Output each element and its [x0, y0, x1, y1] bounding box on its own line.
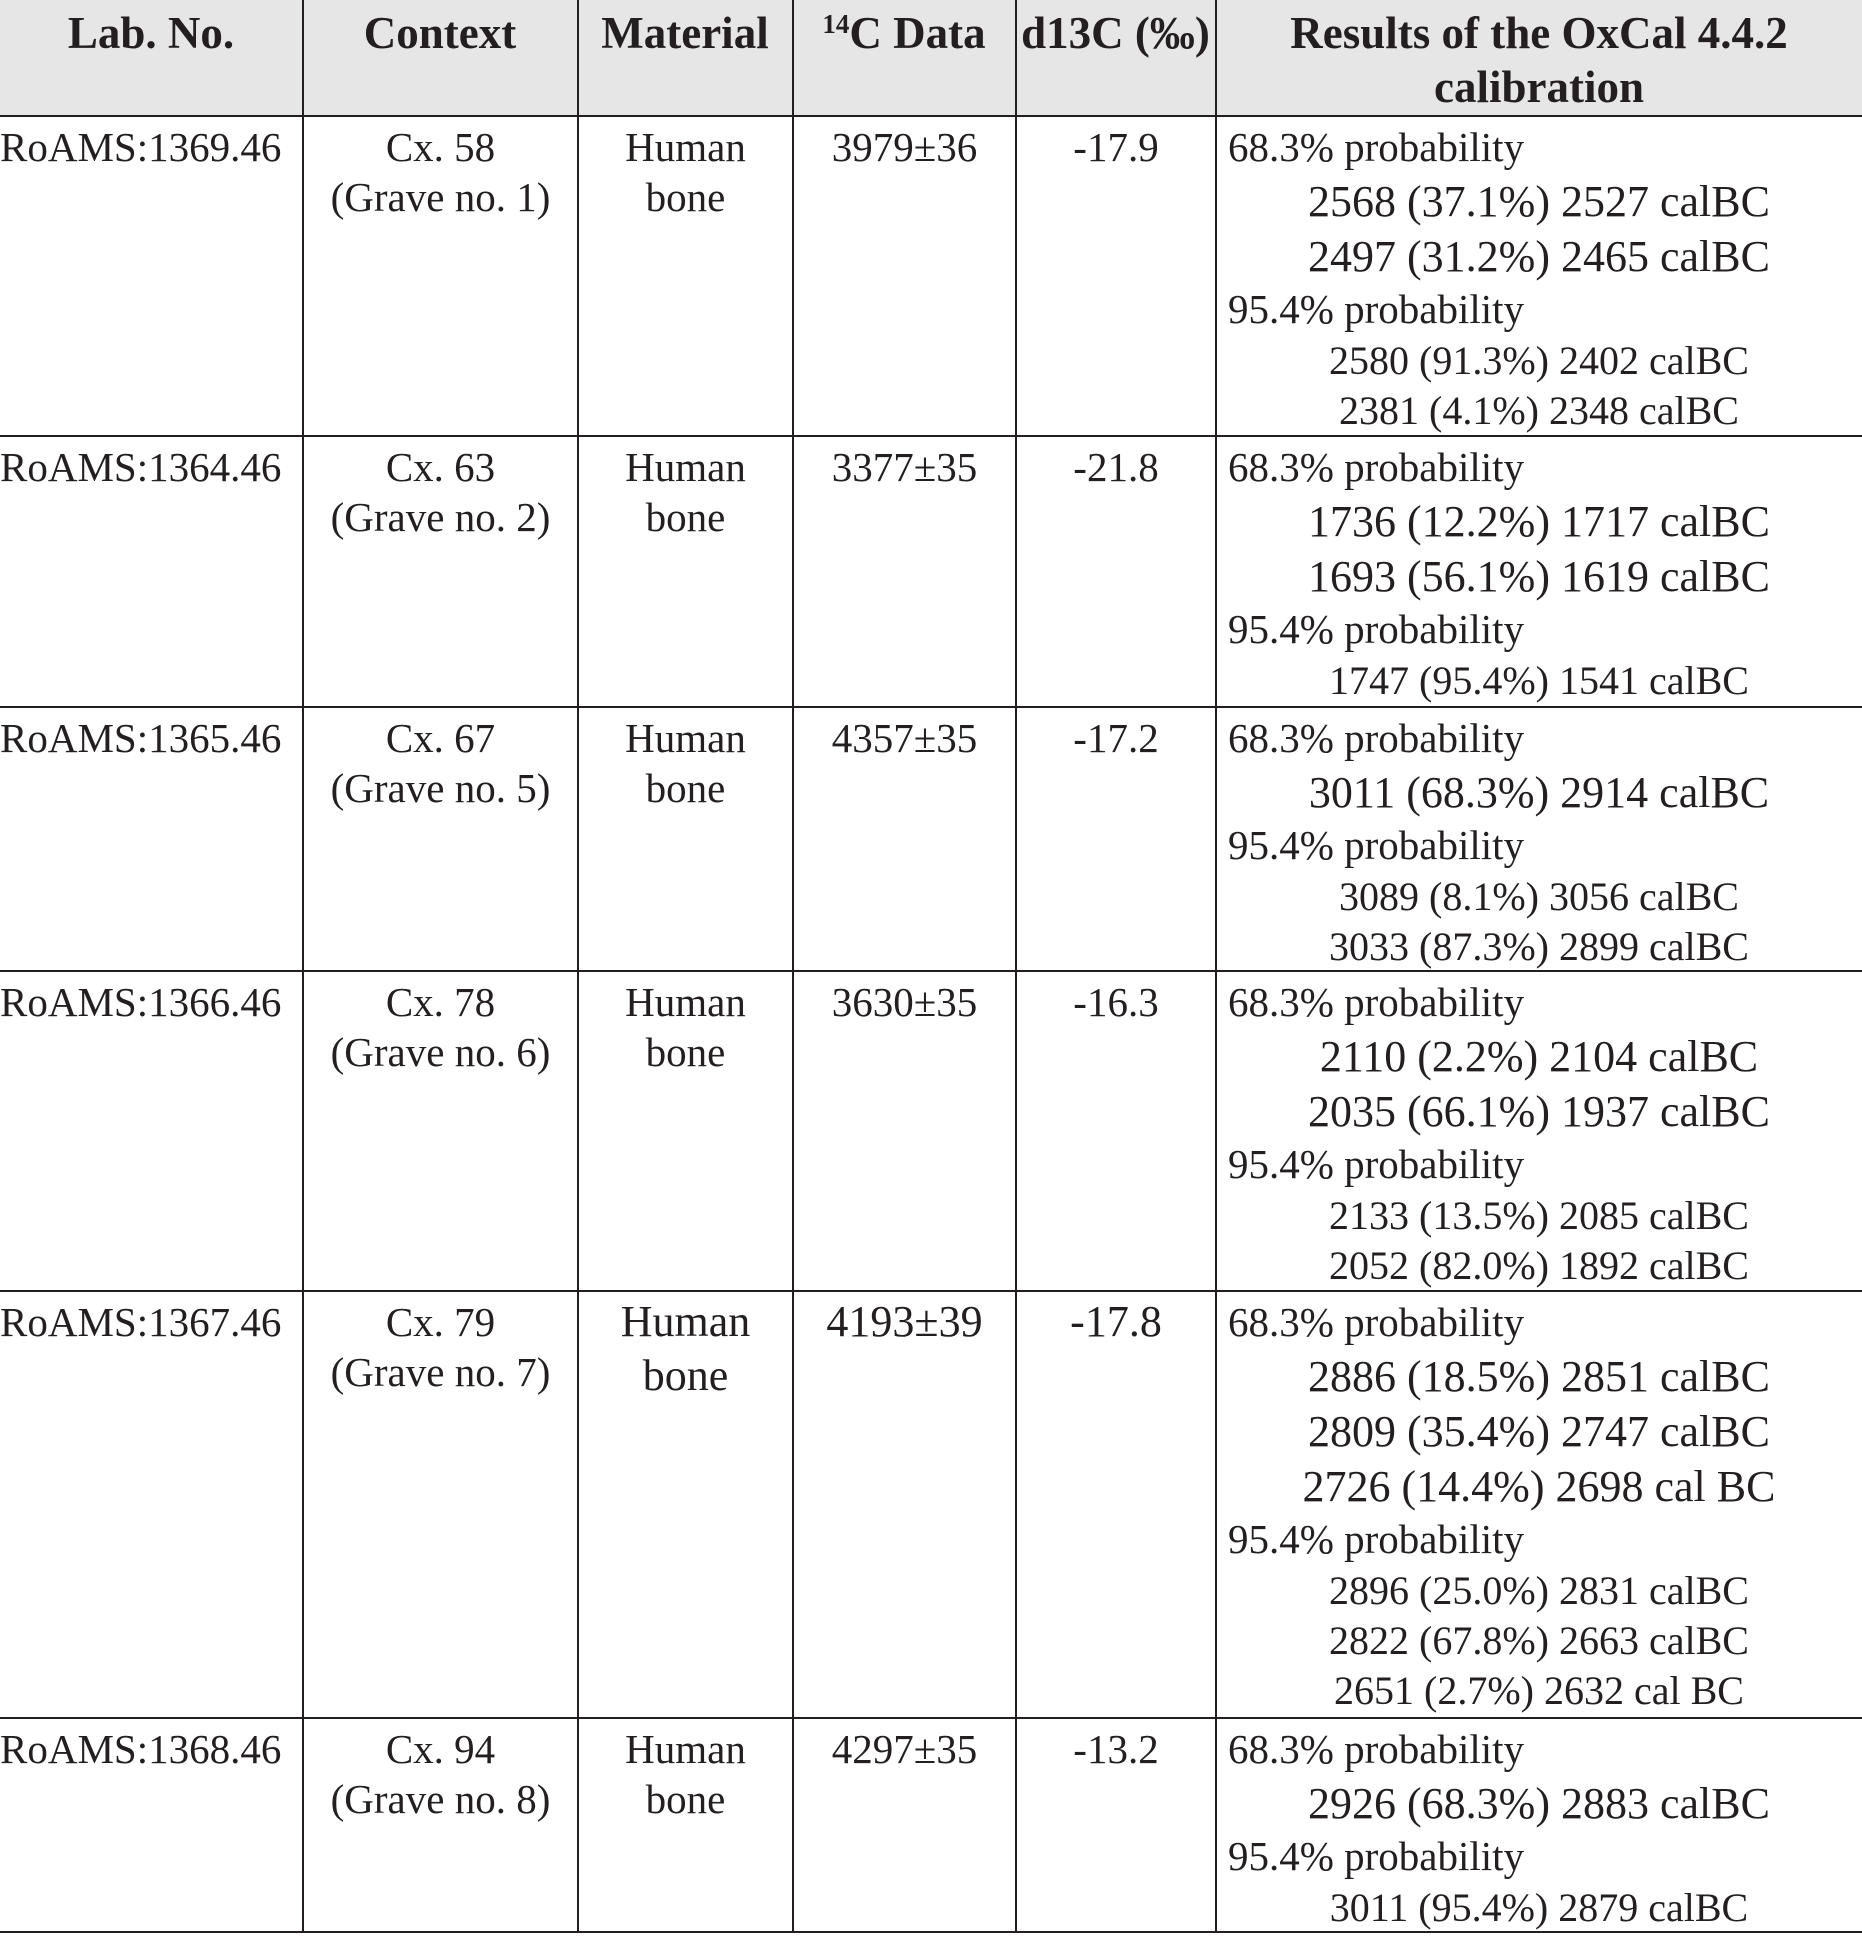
- range-68: 2726 (14.4%) 2698 cal BC: [1302, 1462, 1776, 1511]
- material: Human: [620, 1297, 751, 1346]
- context-grave: (Grave no. 8): [330, 1776, 551, 1822]
- range-68: 2886 (18.5%) 2851 calBC: [1308, 1352, 1770, 1401]
- probability-68-label: 68.3% probability: [1228, 124, 1525, 170]
- range-95: 3033 (87.3%) 2899 calBC: [1329, 924, 1749, 969]
- probability-68-label: 68.3% probability: [1228, 1726, 1525, 1772]
- context: Cx. 58: [385, 124, 496, 170]
- context-grave: (Grave no. 5): [330, 765, 551, 811]
- range-95: 3011 (95.4%) 2879 calBC: [1329, 1885, 1749, 1930]
- row-divider: [0, 970, 1862, 972]
- context-grave: (Grave no. 6): [330, 1029, 551, 1075]
- context-grave: (Grave no. 2): [330, 494, 551, 540]
- material: Human: [625, 1726, 746, 1772]
- header-material: Material: [601, 8, 769, 58]
- range-95: 2052 (82.0%) 1892 calBC: [1329, 1243, 1749, 1288]
- material: Human: [625, 979, 746, 1025]
- column-divider: [1215, 0, 1217, 1932]
- header-lab-no: Lab. No.: [67, 8, 235, 58]
- lab-number: RoAMS:1365.46: [0, 715, 282, 761]
- c14-date: 3630±35: [831, 979, 978, 1025]
- header-context: Context: [363, 8, 517, 58]
- probability-95-label: 95.4% probability: [1228, 1833, 1525, 1879]
- d13c-value: -17.2: [1073, 715, 1159, 761]
- range-68: 2568 (37.1%) 2527 calBC: [1308, 177, 1770, 226]
- probability-95-label: 95.4% probability: [1228, 286, 1525, 332]
- material: Human: [625, 124, 746, 170]
- d13c-value: -13.2: [1073, 1726, 1159, 1772]
- context: Cx. 94: [385, 1726, 496, 1772]
- range-68: 2110 (2.2%) 2104 calBC: [1319, 1032, 1759, 1081]
- column-divider: [302, 0, 304, 1932]
- column-divider: [577, 0, 579, 1932]
- range-68: 2809 (35.4%) 2747 calBC: [1308, 1407, 1770, 1456]
- range-95: 2381 (4.1%) 2348 calBC: [1339, 388, 1739, 433]
- material-detail: bone: [642, 1351, 729, 1400]
- range-95: 2133 (13.5%) 2085 calBC: [1329, 1193, 1749, 1238]
- context: Cx. 67: [385, 715, 496, 761]
- c14-date: 3377±35: [831, 444, 978, 490]
- material: Human: [625, 444, 746, 490]
- material-detail: bone: [645, 494, 726, 540]
- lab-number: RoAMS:1367.46: [0, 1299, 282, 1345]
- header-c14-data: [793, 6, 1015, 60]
- material-detail: bone: [645, 1776, 726, 1822]
- header-c14-label: C Data: [849, 8, 986, 58]
- range-95: 1747 (95.4%) 1541 calBC: [1329, 658, 1749, 703]
- material-detail: bone: [645, 174, 726, 220]
- row-divider: [0, 1931, 1862, 1933]
- lab-number: RoAMS:1366.46: [0, 979, 282, 1025]
- lab-number: RoAMS:1364.46: [0, 444, 282, 490]
- row-divider: [0, 706, 1862, 708]
- range-95: 2896 (25.0%) 2831 calBC: [1329, 1568, 1749, 1613]
- d13c-value: -17.9: [1073, 124, 1159, 170]
- header-results: Results of the OxCal 4.4.2 calibration: [1290, 8, 1788, 112]
- lab-number: RoAMS:1368.46: [0, 1726, 282, 1772]
- context: Cx. 63: [385, 444, 496, 490]
- d13c-value: -17.8: [1070, 1297, 1162, 1346]
- c14-date: 3979±36: [831, 124, 978, 170]
- context: Cx. 79: [385, 1299, 496, 1345]
- context-grave: (Grave no. 7): [330, 1349, 551, 1395]
- context-grave: (Grave no. 1): [330, 174, 551, 220]
- header-d13c: d13C (‰): [1021, 8, 1210, 58]
- range-68: 2926 (68.3%) 2883 calBC: [1308, 1779, 1770, 1828]
- probability-95-label: 95.4% probability: [1228, 822, 1525, 868]
- probability-95-label: 95.4% probability: [1228, 1141, 1525, 1187]
- range-68: 3011 (68.3%) 2914 calBC: [1308, 768, 1770, 817]
- context: Cx. 78: [385, 979, 496, 1025]
- d13c-value: -16.3: [1073, 979, 1159, 1025]
- probability-68-label: 68.3% probability: [1228, 979, 1525, 1025]
- probability-95-label: 95.4% probability: [1228, 606, 1525, 652]
- range-68: 1693 (56.1%) 1619 calBC: [1308, 552, 1770, 601]
- range-68: 2497 (31.2%) 2465 calBC: [1308, 232, 1770, 281]
- d13c-value: -21.8: [1073, 444, 1159, 490]
- material-detail: bone: [645, 765, 726, 811]
- probability-68-label: 68.3% probability: [1228, 715, 1525, 761]
- range-68: 1736 (12.2%) 1717 calBC: [1308, 497, 1770, 546]
- row-divider: [0, 115, 1862, 117]
- range-95: 2651 (2.7%) 2632 cal BC: [1334, 1668, 1744, 1713]
- row-divider: [0, 435, 1862, 437]
- range-95: 2580 (91.3%) 2402 calBC: [1329, 338, 1749, 383]
- c14-date: 4193±39: [826, 1297, 983, 1346]
- probability-95-label: 95.4% probability: [1228, 1516, 1525, 1562]
- row-divider: [0, 1290, 1862, 1292]
- range-68: 2035 (66.1%) 1937 calBC: [1308, 1087, 1770, 1136]
- header-c14-superscript: 14: [822, 9, 850, 40]
- range-95: 2822 (67.8%) 2663 calBC: [1329, 1618, 1749, 1663]
- material-detail: bone: [645, 1029, 726, 1075]
- column-divider: [792, 0, 794, 1932]
- range-95: 3089 (8.1%) 3056 calBC: [1339, 874, 1739, 919]
- probability-68-label: 68.3% probability: [1228, 444, 1525, 490]
- material: Human: [625, 715, 746, 761]
- lab-number: RoAMS:1369.46: [0, 124, 282, 170]
- c14-date: 4297±35: [831, 1726, 978, 1772]
- row-divider: [0, 1717, 1862, 1719]
- probability-68-label: 68.3% probability: [1228, 1299, 1525, 1345]
- column-divider: [1015, 0, 1017, 1932]
- c14-date: 4357±35: [831, 715, 978, 761]
